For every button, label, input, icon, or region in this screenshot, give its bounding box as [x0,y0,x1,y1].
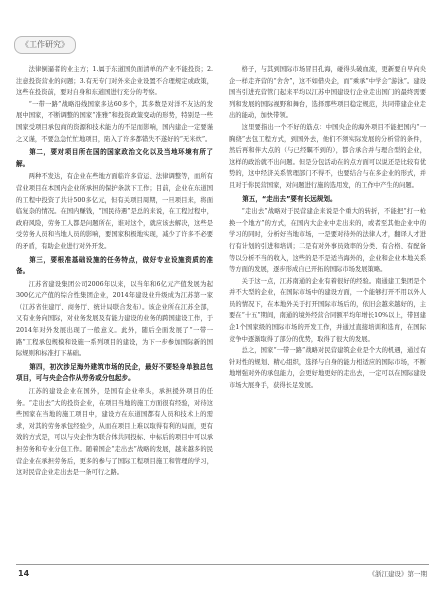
body-paragraph: 法律倒逼者的业主方；1.属于东道国负面清单的产业不能投资；2.注意投资营业的问题；3.有无专门对外来企业设置不合理规定或政策，这些在投资前，要对自身和东道国进行充分的考察。 [16,66,213,97]
body-paragraph: 江苏的建设企业在国外，是国有企业牵头，承担援外项目的任务。“走出去”大的投资企业，在项目当地的施工方面很有经验，对待这些国家在当地的施工项目中，建设方在东道国都有人员和技术上的需求，对其的劳务承包经验少，从而在项目上难以取得有利的局面，更有效的方式是，可以与央企作为联合体共同投标、中标后的项目中可以承担劳务和专业分包工作。随着国企“走出去”战略的发展，越来越多的民营企业在承担劳务后，更多的参与了国际工程项目施工和管理的学习，这对民营企业走出去是一条可行之路。 [16,388,213,477]
footer-divider [16,564,429,565]
section-heading: 第五，“走出去”要有长远规划。 [242,194,337,203]
section-heading: 第二，要对项目所在国的国家政治文化以及当地环境有所了解。 [16,148,213,168]
page-number: 14 [18,569,30,578]
body-paragraph: 两种不发达，有企业在些地方面临许多营运、法律调整等，而所有营业项目在本国内企业所承担的保护条款下工作；目前，企业在东道国的工程中投资了共计500多亿元，但有关项目周期，一旦项目来，将面临复杂的情况。在国内赚钱，“国民待遇”是总的来说，在工程过程中，政府风险，劳务工人都是问题所在，谁对这个，就应该去解决，这些是受劳务人员和当地人员的影响，要国家积极地实现，减少了许多不必要的矛盾，有助企业进行对外开发。 [16,173,213,250]
journal-name: 《浙江建设》第一期 [368,570,427,578]
body-paragraph: “一带一路”战略沿线国家多达60多个，其多数是对洋不友达的发展中国家，不断调整的国家“准雅”和投资政策变动的形势，特别是一些国家受项目承包商的资源和技术能力的不足而影响，国内建企一定要谨之又谨，不要急急忙忙地项目，陷入了许多都错失不遂好的“无米炊”。 [16,100,213,143]
left-column [16,64,213,479]
right-column [229,64,426,392]
section-tag: 《工作研究》 [14,36,76,54]
body-paragraph: 总之，国家“一带一路”战略对民营建筑企业是个大的机遇，通过有针对性的规划、精心组织，选择与自身的能力相适应的国际市场，不断地增强对外的承包能力，会更好地更好的走出去，一定可以在国际建设市场大展身手，获得长足发展。 [229,347,426,390]
section-heading: 第四，初次涉足海外建筑市场的民企，最好不要轻身单独总包项目，可与央企合作从劳务或分包起步。 [16,362,213,383]
body-paragraph: “走出去”战略对于民营建企来说是个重大的转折，不能把“打一枪换一个地方”的方式，在国内大企业中走出来的，或者至其他企业中的学习的同时，分析好当地市场，一是要对待外的法律人才，翻译人才进行有计划的引进和培训；二是有对外事员效率的分类、有合格、有配备等以分析不当的收入，这些的是不是适当海外的，企业和企业本地关系等方面的发展，逐步形成自已开拓的国际市场发展策略。 [229,208,426,274]
body-paragraph: 格子，与其到国际市场冒目孔海，碰得头破血流，更新要自早向央企一样走齐营的“舍舍”，这不如借央企，而“乘承”中学会“游泳”。建设国当引进充营管门起来平均以江苏中国建设行企业走出国门的最终需要列和发展的国际视野和舞台，选择那些项目稳定规范，共同带建企业走出的能动，加快带领。 [229,66,426,120]
body-paragraph: 关于这一点，江苏南通的企业有着很好的经验。南通建工集团是个并不大型的企业，在国际市场中的建设方面，一个能够打开不用以外人员的情况下，在本地外关于打开国际市场后的，依旧会越来越好的，主要在“十五”期间，南通的境外经营合同额平均年增长10%以上，带回建企1个国家级的国际市场的开发工作，并通过直接培训和选育，在国际竞争中逐渐取得了部分的优势，取得了很大的发展。 [229,277,426,343]
body-paragraph: 这里要指出一个不好的筋点：中国央企的海外项目不能把国内“一胸绕”去包工程方式，到国外去，他们不须实际发展的分析常的条件，然后再和伴大点的（与已经瞩不到的），都合承合并与理合型的企业，这样的政治就不出问题。但是分包活动在的点方面可以说还是比较有优势的，这中经济关系管理部门不得不，也要结合与在多企业的形式，并且对于你民营国家，对问题进行施的选用发，的工作中产生的问题。 [229,123,426,189]
section-heading: 第三，要根准基础设施的任务特点，做好专业设施资质的准备。 [16,255,213,276]
body-paragraph: 江苏省建设集团公司2006年以来，以当年和6亿元产值发展为起300亿元产值的综合性集团企业，2014年建设业升级成为江苏第一家（江苏省住建厅、商务厅、统计局联合发布）。该企业所在江苏全部，又有业务向国际，对业务发展及有能力建设的业务的跨国建设工作，于2014年对外发展出现了一般意义。此外，随后全面发展了“一带一路”工程承包规模和设施一系列项目的建设，为下一步参加国际新的国际规则和标准打下基础。 [16,280,213,358]
